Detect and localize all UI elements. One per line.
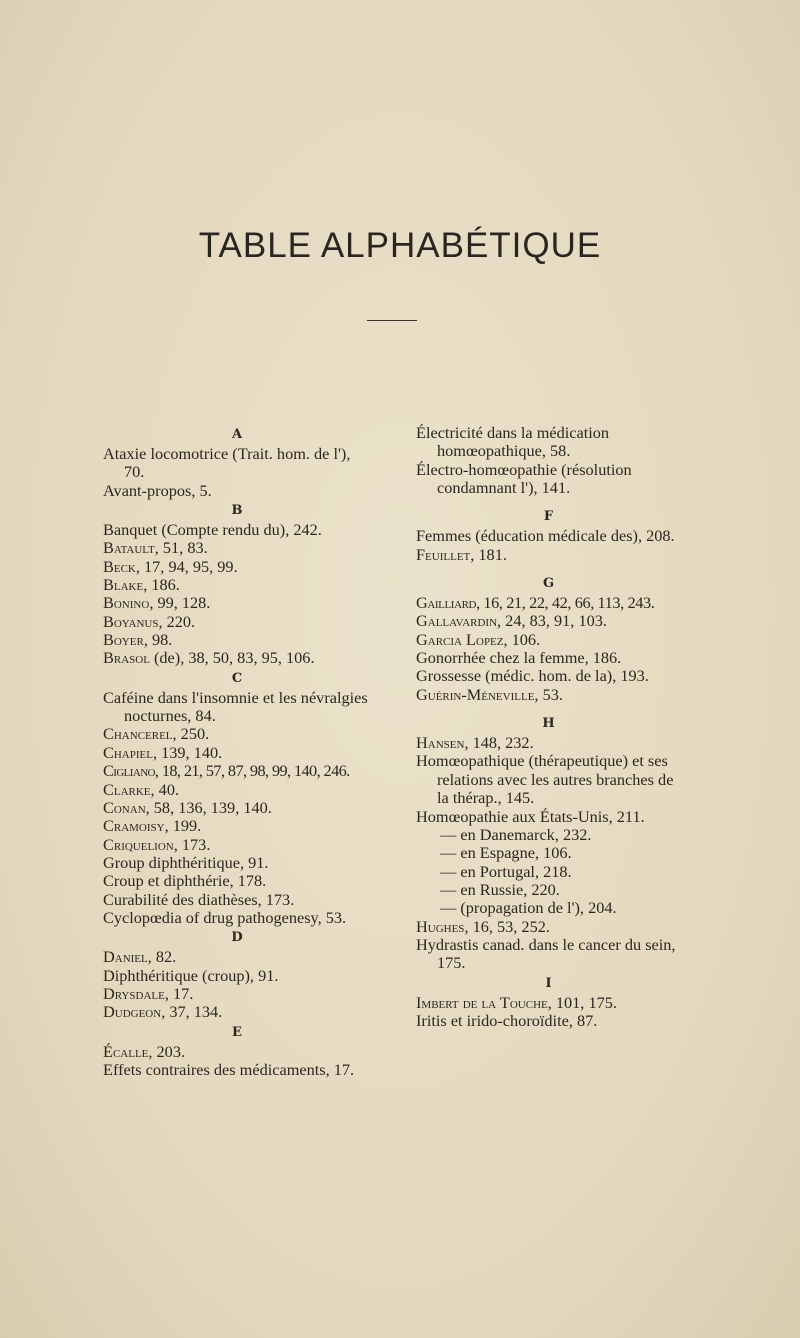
index-name: Imbert de la Touche [416,992,548,1012]
index-pages: , 181. [470,544,507,564]
index-pages: , 24, 83, 91, 103. [497,611,607,631]
index-entry: — (propagation de l'), 204. [440,898,617,918]
index-pages: , 199. [164,816,202,836]
section-letter-c: C [231,670,243,686]
index-name: Cigliano [103,761,155,781]
index-name: Boyanus [103,611,159,631]
index-name: Drysdale [103,983,165,1003]
section-letter-i: I [545,975,552,991]
index-entry [416,734,681,752]
index-entry [103,649,371,667]
index-column-left [103,424,371,1079]
index-name: Gailliard [416,593,477,613]
index-entry [103,539,371,557]
index-pages: , 17. [164,983,194,1003]
index-entry: Électricité dans la médication homœopathique, 58. [416,423,610,461]
index-entry [103,985,371,1003]
index-pages: , 139, 140. [152,742,223,762]
index-entry [103,558,371,576]
index-pages: , 82. [147,947,177,967]
index-name: Blake [103,575,144,595]
index-name: Criquelion [103,834,174,854]
index-entry [103,631,371,649]
section-letter-b: B [231,503,243,519]
index-entry [103,576,371,594]
index-entry [103,613,371,631]
index-name: Chapiel [103,742,153,762]
index-name: Boyer [103,630,144,650]
index-entry: Group diphthéritique, 91. [103,852,269,872]
index-pages: , 18, 21, 57, 87, 98, 99, 140, 246. [154,761,350,781]
index-name: Beck [103,556,136,576]
index-pages: , 17, 94, 95, 99. [135,556,238,576]
index-entry [416,686,681,704]
index-entry: Hydrastis canad. dans le cancer du sein, 175. [416,934,676,973]
index-pages: (de), 38, 50, 83, 95, 106. [149,648,315,668]
section-letter-d: D [231,930,243,946]
index-entry [103,781,371,799]
index-pages: , 106. [503,629,541,649]
index-entry [103,762,371,780]
index-entry [416,918,681,936]
index-entry: Femmes (éducation médicale des), 208. [416,526,675,546]
index-pages: , 148, 232. [464,733,534,753]
index-pages: , 16, 21, 22, 42, 66, 113, 243. [476,593,655,613]
index-entry [103,1043,371,1061]
index-entry: Avant-propos, 5. [103,480,212,500]
index-name: Gallavardin [416,611,498,631]
index-name: Clarke [103,779,151,799]
section-letter-e: E [232,1024,242,1040]
index-entry: Homœopathie aux États-Unis, 211. [416,806,645,826]
index-name: Dudgeon [103,1002,162,1022]
index-entry: Homœopathique (thérapeutique) et ses relations avec les autres branches de la thérap., 145. [416,751,674,808]
index-pages: , 16, 53, 252. [464,916,550,936]
index-entry [103,817,371,835]
index-name: Hansen [416,733,465,753]
index-name: Chancerel [103,724,173,744]
section-letter-g: G [542,576,555,592]
index-entry [103,725,371,743]
index-entry: — en Danemarck, 232. [440,824,592,844]
index-column-right [416,424,681,1030]
index-pages: , 58, 136, 139, 140. [145,797,272,817]
index-entry [103,1003,371,1021]
index-entry: Croup et diphthérie, 178. [103,871,267,891]
index-entry [103,836,371,854]
index-entry [103,799,371,817]
index-entry: Iritis et irido-choroïdite, 87. [416,1010,598,1030]
index-pages: , 220. [158,611,196,631]
index-entry: Gonorrhée chez la femme, 186. [416,648,622,668]
index-pages: , 101, 175. [547,992,617,1012]
section-letter-a: A [231,427,243,442]
index-pages: , 186. [143,575,180,595]
index-entry [416,631,681,649]
index-entry: Électro-homœopathie (résolution condamnant l'), 141. [416,459,632,498]
index-entry [416,594,681,612]
index-entry: Effets contraires des médicaments, 17. [103,1059,355,1079]
index-name: Feuillet [416,544,471,564]
index-name: Hughes [416,916,465,936]
index-pages: , 203. [148,1041,186,1061]
index-name: Écalle [103,1041,149,1061]
index-pages: , 40. [150,779,180,799]
index-entry: Caféine dans l'insomnie et les névralgies nocturnes, 84. [103,687,368,726]
index-pages: , 99, 128. [149,593,211,613]
index-entry: — en Espagne, 106. [440,843,572,863]
index-pages: , 173. [173,834,211,854]
index-name: Cramoisy [103,816,165,836]
index-pages: , 53. [534,684,563,704]
index-entry [416,612,681,630]
index-entry: Diphthéritique (croup), 91. [103,965,279,985]
index-name: Garcia Lopez [416,629,504,649]
index-name: Daniel [103,947,148,967]
section-letter-h: H [542,716,555,732]
title-rule [367,320,417,321]
index-entry: Curabilité des diathèses, 173. [103,889,295,909]
section-letter-f: F [543,509,554,525]
index-entry [103,744,371,762]
index-entry: Ataxie locomotrice (Trait. hom. de l'), 70. [103,444,351,482]
index-name: Guérin-Méneville [416,684,535,704]
index-pages: , 250. [172,724,210,744]
index-entry [103,594,371,612]
index-pages: , 98. [143,630,173,650]
index-pages: , 51, 83. [154,538,208,558]
index-name: Conan [103,797,146,817]
index-entry [416,994,681,1012]
index-entry [103,948,371,966]
index-pages: , 37, 134. [161,1002,223,1022]
page-title: TABLE ALPHABÉTIQUE [198,226,602,265]
index-entry: Grossesse (médic. hom. de la), 193. [416,666,649,686]
index-entry: Banquet (Compte rendu du), 242. [103,520,322,540]
index-name: Batault [103,538,155,558]
index-entry: Cyclopœdia of drug pathogenesy, 53. [103,907,347,927]
index-entry: — en Russie, 220. [440,879,560,899]
index-entry [416,546,681,564]
index-name: Bonino [103,593,150,613]
index-name: Brasol [103,648,150,668]
index-entry: — en Portugal, 218. [440,861,572,881]
